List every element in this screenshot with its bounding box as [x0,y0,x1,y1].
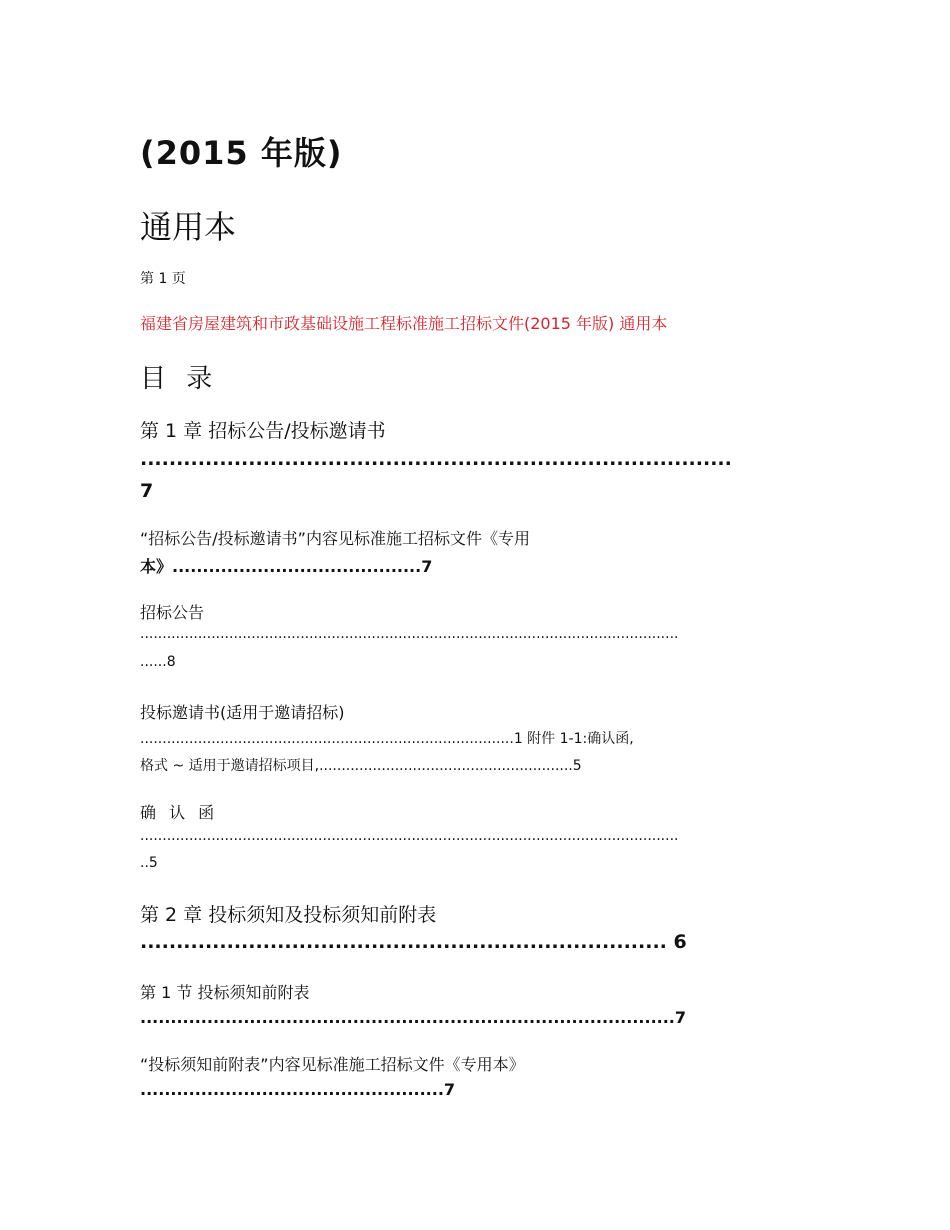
toc-chapter-1-page: 7 [140,480,154,502]
toc-item-1-line-1: “招标公告/投标邀请书”内容见标准施工招标文件《专用 [140,529,530,548]
edition-heading: (2015 年版) [140,134,343,172]
toc-item-2-title: 招标公告 [140,603,205,622]
toc-item-3-line-2: 格式 ~ 适用于邀请招标项目,.........................................................5 [140,758,582,774]
toc-item-5-line-1: “投标须知前附表”内容见标准施工招标文件《专用本》 [140,1055,525,1074]
page-label: 第 1 页 [140,271,186,287]
toc-chapter-1-leader: .................................................................................. [140,448,732,470]
toc-section-1-leader: ........................................................................................7 [140,1008,687,1027]
toc-chapter-2-title: 第 2 章 投标须知及投标须知前附表 [140,904,437,926]
toc-item-3-title: 投标邀请书(适用于邀请招标) [140,703,345,722]
toc-item-1-line-2: 本》.........................................7 [140,557,433,576]
document-title: 福建省房屋建筑和市政基础设施工程标准施工招标文件(2015 年版) 通用本 [140,314,668,333]
toc-heading: 目 录 [140,364,219,394]
toc-item-4-title: 确 认 函 [140,803,219,822]
toc-item-4-page: ..5 [140,855,158,871]
toc-item-3-line-1: ....................................................................................1 附件 1-1:确认函, [140,731,634,747]
toc-item-4-leader: ......................................................................................................................... [140,828,679,844]
toc-item-5-line-2: ..................................................7 [140,1080,456,1099]
toc-chapter-1-title: 第 1 章 招标公告/投标邀请书 [140,420,386,442]
toc-section-1-title: 第 1 节 投标须知前附表 [140,983,310,1002]
volume-heading: 通用本 [140,208,237,246]
toc-item-2-page: ......8 [140,654,176,670]
toc-item-2-leader: ......................................................................................................................... [140,626,679,642]
toc-chapter-2-leader: ......................................................................... 6 [140,931,687,953]
